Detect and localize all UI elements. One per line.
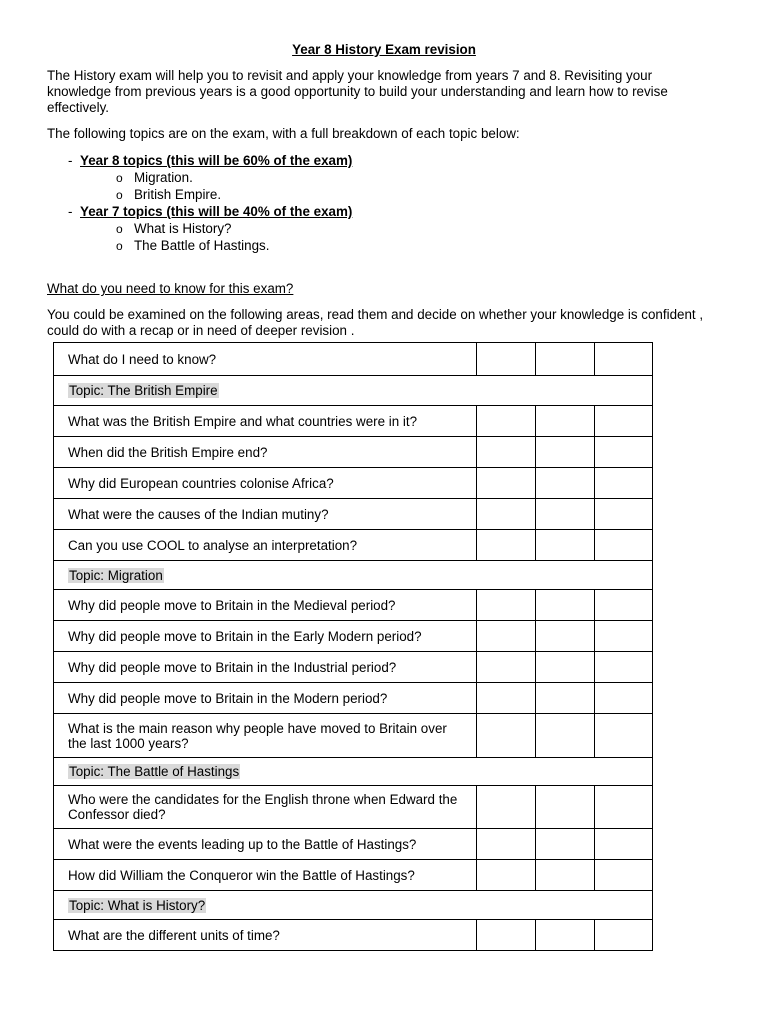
list-dash: -	[68, 153, 73, 168]
confidence-box-deeper-revision[interactable]	[595, 920, 653, 951]
topic-cell	[54, 891, 653, 920]
table-row	[54, 499, 653, 530]
circle-bullet-icon: o	[116, 239, 123, 253]
table-row	[54, 468, 653, 499]
question-cell: What were the causes of the Indian mutiny?	[54, 499, 477, 530]
topic-item-label: British Empire.	[134, 187, 222, 202]
confidence-box-deeper-revision[interactable]	[595, 621, 653, 652]
topic-label: Topic: Migration	[69, 567, 163, 583]
topic-item-migration	[68, 170, 668, 187]
question-cell: Why did people move to Britain in the Early Modern period?	[54, 621, 477, 652]
confidence-box-deeper-revision[interactable]	[595, 860, 653, 891]
examined-paragraph: You could be examined on the following areas, read them and decide on whether your knowledge is confident , could do with a recap or in need of deeper revision .	[47, 307, 704, 338]
confidence-box-recap[interactable]	[536, 860, 595, 891]
confidence-box-deeper-revision[interactable]	[595, 829, 653, 860]
circle-bullet-icon: o	[116, 171, 123, 185]
table-row	[54, 860, 653, 891]
topic-item-battle-of-hastings	[68, 238, 668, 255]
question-cell: Why did people move to Britain in the Medieval period?	[54, 590, 477, 621]
confidence-box-deeper-revision[interactable]	[595, 406, 653, 437]
confidence-box-confident[interactable]	[477, 468, 536, 499]
confidence-box-confident[interactable]	[477, 437, 536, 468]
confidence-box-confident[interactable]	[477, 343, 536, 376]
table-row	[54, 652, 653, 683]
question-cell: Why did people move to Britain in the Modern period?	[54, 683, 477, 714]
question-cell: Why did European countries colonise Africa?	[54, 468, 477, 499]
topic-list	[68, 153, 668, 255]
confidence-box-deeper-revision[interactable]	[595, 590, 653, 621]
confidence-box-confident[interactable]	[477, 829, 536, 860]
confidence-box-deeper-revision[interactable]	[595, 437, 653, 468]
topic-item-label: Migration.	[134, 170, 193, 185]
table-row	[54, 406, 653, 437]
topic-cell	[54, 758, 653, 786]
question-cell: When did the British Empire end?	[54, 437, 477, 468]
confidence-box-deeper-revision[interactable]	[595, 499, 653, 530]
question-cell: Who were the candidates for the English throne when Edward the Confessor died?	[54, 786, 477, 829]
confidence-box-confident[interactable]	[477, 652, 536, 683]
table-row	[54, 530, 653, 561]
confidence-box-recap[interactable]	[536, 786, 595, 829]
confidence-box-recap[interactable]	[536, 468, 595, 499]
question-cell: What was the British Empire and what countries were in it?	[54, 406, 477, 437]
confidence-box-confident[interactable]	[477, 530, 536, 561]
table-row	[54, 829, 653, 860]
confidence-box-recap[interactable]	[536, 714, 595, 758]
section-heading: What do you need to know for this exam?	[47, 281, 294, 296]
circle-bullet-icon: o	[116, 188, 123, 202]
topic-row-what-is-history	[54, 891, 653, 920]
year7-heading	[68, 204, 668, 221]
topics-lead-paragraph: The following topics are on the exam, with a full breakdown of each topic below:	[47, 126, 520, 141]
confidence-box-confident[interactable]	[477, 406, 536, 437]
question-cell: What is the main reason why people have moved to Britain over the last 1000 years?	[54, 714, 477, 758]
question-cell: Why did people move to Britain in the Industrial period?	[54, 652, 477, 683]
topic-group-year7	[68, 204, 668, 255]
document-title: Year 8 History Exam revision	[292, 42, 476, 57]
question-cell: Can you use COOL to analyse an interpretation?	[54, 530, 477, 561]
topic-group-year8	[68, 153, 668, 204]
confidence-box-recap[interactable]	[536, 920, 595, 951]
topic-item-label: The Battle of Hastings.	[134, 238, 270, 253]
table-header-row	[54, 343, 653, 376]
confidence-box-recap[interactable]	[536, 343, 595, 376]
topic-cell	[54, 561, 653, 590]
question-cell: How did William the Conqueror win the Battle of Hastings?	[54, 860, 477, 891]
table-row	[54, 437, 653, 468]
confidence-box-deeper-revision[interactable]	[595, 343, 653, 376]
confidence-box-recap[interactable]	[536, 652, 595, 683]
topic-label: Topic: The Battle of Hastings	[69, 764, 240, 779]
confidence-box-confident[interactable]	[477, 860, 536, 891]
question-cell: What were the events leading up to the Battle of Hastings?	[54, 829, 477, 860]
confidence-box-deeper-revision[interactable]	[595, 786, 653, 829]
year8-heading-text: Year 8 topics (this will be 60% of the exam)	[80, 153, 353, 168]
list-dash: -	[68, 204, 73, 219]
confidence-box-confident[interactable]	[477, 621, 536, 652]
table-row	[54, 590, 653, 621]
topic-item-british-empire	[68, 187, 668, 204]
confidence-box-confident[interactable]	[477, 786, 536, 829]
confidence-box-recap[interactable]	[536, 406, 595, 437]
topic-row-british-empire	[54, 376, 653, 406]
circle-bullet-icon: o	[116, 222, 123, 236]
confidence-box-deeper-revision[interactable]	[595, 530, 653, 561]
confidence-box-deeper-revision[interactable]	[595, 714, 653, 758]
topic-label: Topic: What is History?	[69, 897, 206, 913]
table-row	[54, 714, 653, 758]
confidence-box-deeper-revision[interactable]	[595, 683, 653, 714]
confidence-box-confident[interactable]	[477, 590, 536, 621]
confidence-box-recap[interactable]	[536, 683, 595, 714]
header-cell: What do I need to know?	[54, 343, 477, 376]
confidence-box-confident[interactable]	[477, 683, 536, 714]
confidence-box-recap[interactable]	[536, 437, 595, 468]
confidence-box-deeper-revision[interactable]	[595, 652, 653, 683]
topic-cell	[54, 376, 653, 406]
table-row	[54, 621, 653, 652]
confidence-box-recap[interactable]	[536, 829, 595, 860]
confidence-box-recap[interactable]	[536, 621, 595, 652]
topic-row-migration	[54, 561, 653, 590]
topic-item-what-is-history	[68, 221, 668, 238]
topic-item-label: What is History?	[134, 221, 232, 236]
revision-table	[53, 342, 653, 951]
intro-paragraph: The History exam will help you to revisit and apply your knowledge from years 7 and 8. Revisiting your knowledge from previous years is a good opportunity to build your understanding and learn how to revise effectively.	[47, 68, 668, 115]
confidence-box-confident[interactable]	[477, 714, 536, 758]
confidence-box-confident[interactable]	[477, 499, 536, 530]
confidence-box-recap[interactable]	[536, 530, 595, 561]
topic-label: Topic: The British Empire	[69, 383, 218, 398]
confidence-box-recap[interactable]	[536, 590, 595, 621]
year8-heading	[68, 153, 668, 170]
question-cell: What are the different units of time?	[54, 920, 477, 951]
table-row	[54, 920, 653, 951]
confidence-box-recap[interactable]	[536, 499, 595, 530]
topic-row-battle-of-hastings	[54, 758, 653, 786]
confidence-box-deeper-revision[interactable]	[595, 468, 653, 499]
table-row	[54, 786, 653, 829]
year7-heading-text: Year 7 topics (this will be 40% of the exam)	[80, 204, 353, 219]
confidence-box-confident[interactable]	[477, 920, 536, 951]
table-row	[54, 683, 653, 714]
